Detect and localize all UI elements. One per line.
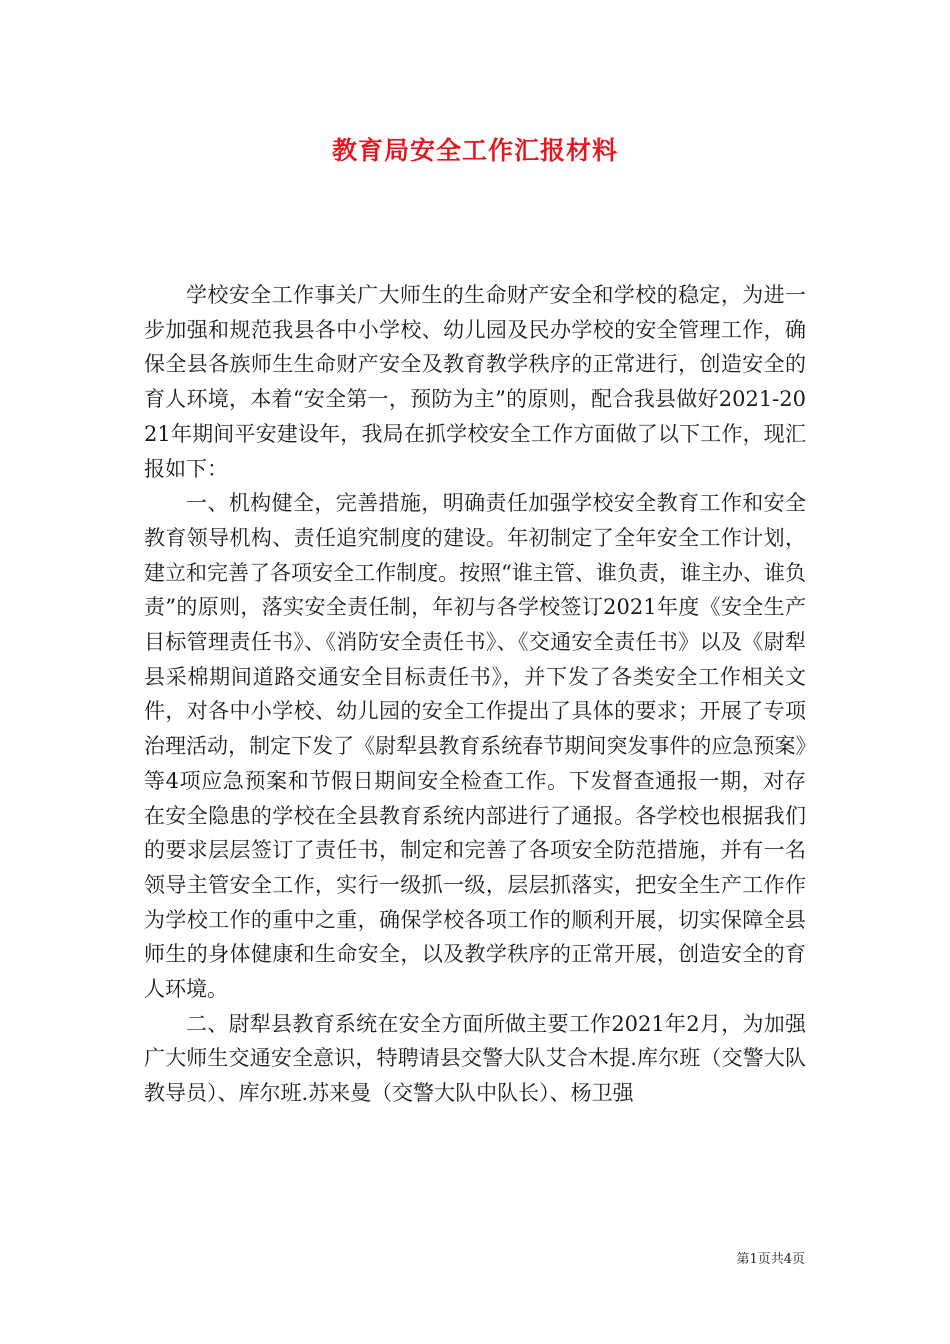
paragraph-section-one: 一、机构健全，完善措施，明确责任加强学校安全教育工作和安全教育领导机构、责任追究制度的建设。年初制定了全年安全工作计划，建立和完善了各项安全工作制度。按照“谁主管、谁负责，谁主办、谁负责”的原则，落实安全责任制，年初与各学校签订2021年度《安全生产目标管理责任书》、《消防安全责任书》、《交通安全责任书》以及《尉犁县采棉期间道路交通安全目标责任书》，并下发了各类安全工作相关文件，对各中小学校、幼儿园的安全工作提出了具体的要求；开展了专项治理活动，制定下发了《尉犁县教育系统春节期间突发事件的应急预案》等4项应急预案和节假日期间安全检查工作。下发督查通报一期，对存在安全隐患的学校在全县教育系统内部进行了通报。各学校也根据我们的要求层层签订了责任书，制定和完善了各项安全防范措施，并有一名领导主管安全工作，实行一级抓一级，层层抓落实，把安全生产工作作为学校工作的重中之重，确保学校各项工作的顺利开展，切实保障全县师生的身体健康和生命安全，以及教学秩序的正常开展，创造安全的育人环境。: [144, 491, 806, 1002]
document-body: [144, 278, 806, 1111]
paragraph-section-two: 二、尉犁县教育系统在安全方面所做主要工作2021年2月，为加强广大师生交通安全意识，特聘请县交警大队艾合木提.库尔班（交警大队教导员）、库尔班.苏来曼（交警大队中队长）、杨卫强: [144, 1011, 806, 1106]
paragraph-intro: 学校安全工作事关广大师生的生命财产安全和学校的稳定，为进一步加强和规范我县各中小学校、幼儿园及民办学校的安全管理工作，确保全县各族师生生命财产安全及教育教学秩序的正常进行，创造安全的育人环境，本着“安全第一，预防为主”的原则，配合我县做好2021-2021年期间平安建设年，我局在抓学校安全工作方面做了以下工作，现汇报如下：: [144, 283, 806, 481]
page-number: 第1页共4页: [736, 1252, 805, 1267]
document-title: 教育局安全工作汇报材料: [331, 136, 618, 165]
